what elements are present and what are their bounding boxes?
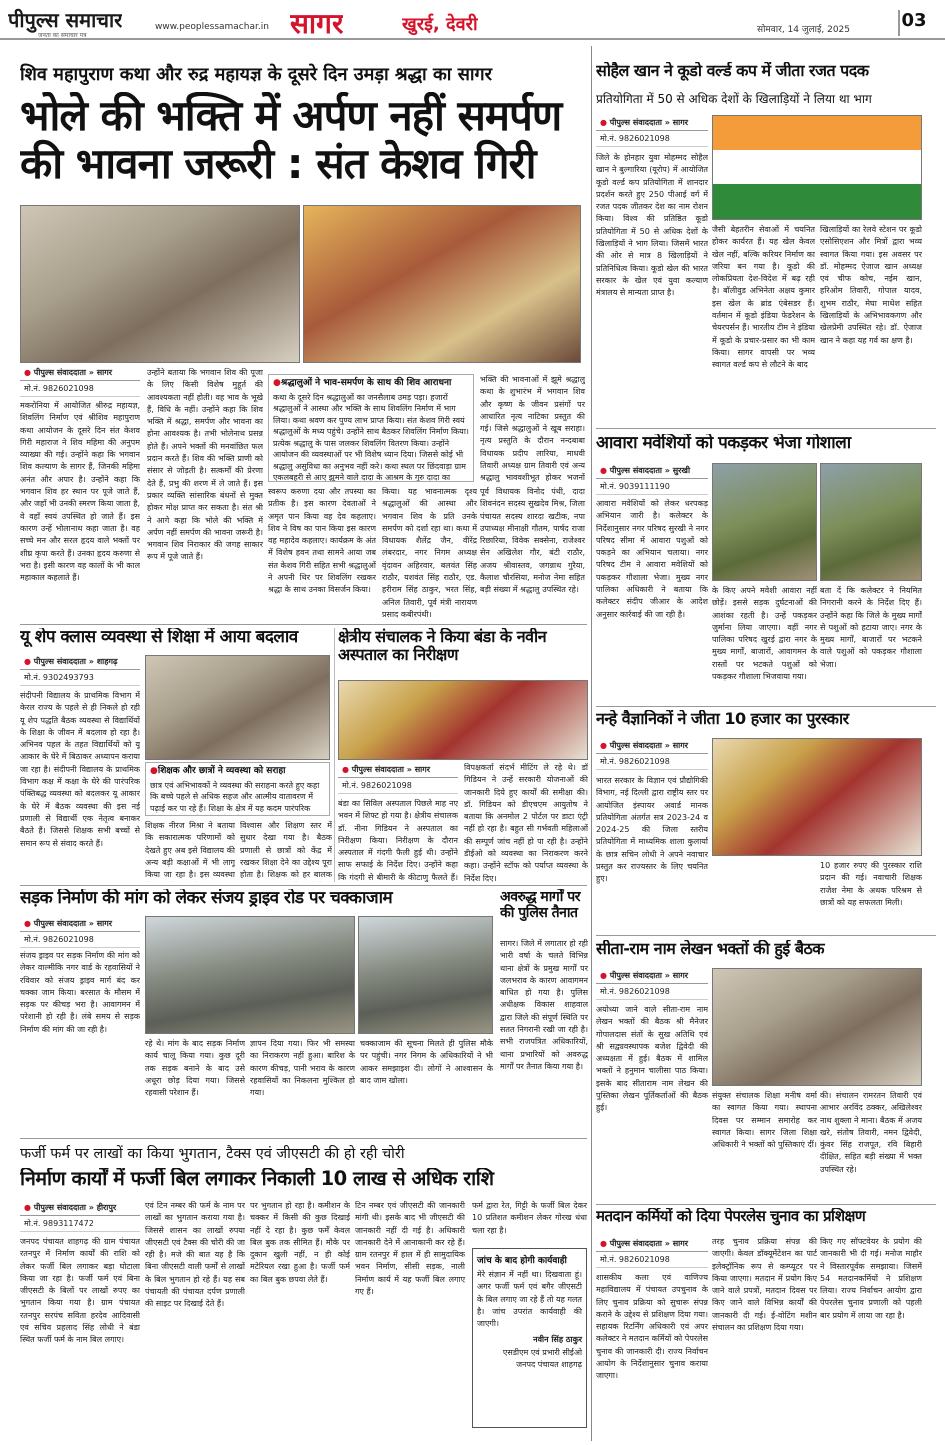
sohail-byline-block xyxy=(596,115,708,147)
lead-col4: किया। यह भावनात्मक दृश्य श्रद्धालुओं की आस्था और भगवान शिव के प्रति उनके समर्पण को दर्शा रहा था। कथा में विधायक शैलेंद्र जैन, वीरेंद्र लंबरदार, नगर निगम अध्यक्ष वृंदावन अहिरवार, बलवंत सिंह राठौर, यशवंत सिंह राठौर, एड. हरीराम सिंह ठाकुर, भरत सिंह, अनिल तिवारी, पूर्व मंत्री नारायण प्रसाद कबीरपंथी। xyxy=(382,487,477,619)
road-side-headline: अवरुद्ध मार्गों पर की पुलिस तैनात xyxy=(500,889,580,922)
lead-headline-line2: की भावना जरूरी : संत केशव गिरी xyxy=(20,139,536,189)
scientists-photo xyxy=(712,738,922,856)
divider xyxy=(20,1138,587,1139)
divider xyxy=(334,628,335,882)
road-photo-left xyxy=(145,916,355,1034)
lead-headline-line1: भोले की भक्ति में अर्पण नहीं समर्पण xyxy=(20,92,562,140)
lead-byline: ● पीपुल्स संवाददाता » सागर xyxy=(20,365,140,381)
fake-col5: फर्म द्वारा रेत, गिट्टी के फर्जी बिल देकर 10 प्रतिशत कमीशन लेकर गोरख धंधा चला रहा है। xyxy=(472,1201,587,1235)
sohail-col3: खिलाड़ियों का रेलवे स्टेशन पर कूडो एसोसिएशन और मित्रों द्वारा भव्य स्वागत किया गया। इस अवसर पर डॉ. मोहम्मद ऐजाज खान अध्यक्ष एवं चीफ कोच, नईम खान, हरिओम तिवारी, गोपाल यादव, शुभम राठौर, मेघा माथेश सहित खिलाड़ियों के अभिभावकगण और खेलप्रेमी उपस्थित रहे। डॉ. ऐजाज खान ने कहा यह गर्व का क्षण है। xyxy=(820,225,922,345)
election-headline: मतदान कर्मियों को दिया पेपरलेस चुनाव का प्रशिक्षण xyxy=(596,1208,866,1225)
sohail-subhead: प्रतियोगिता में 50 से अधिक देशों के खिलाड़ियों ने लिया था भाग xyxy=(596,92,872,106)
road-byline: ● पीपुल्स संवाददाता » सागर xyxy=(20,916,140,932)
hospital-col2: विपक्षकर्ता संदर्भ मीटिंग ले रहे थे। डॉ गिडियन ने उन्हें सरकारी योजनाओं की जानकारी दिये हुए कार्यों की समीक्षा की। डॉ. गिडियन को डीएचएम आयुतोष ने बताया कि अनमोल 2 पोर्टल पर डाटा एंट्री नहीं हो रहा है। बहुत सी गर्भवती महिलाओं की सम्पूर्ण जांच नहीं हो पा रही है। उन्होंने डीईओ को व्यवस्था का निराकरण करने कहा। उन्होंने स्टॉफ को पर्याप्त व्यवस्था के निर्देश दिए। xyxy=(464,763,588,882)
lead-mobile: मो.नं. 9826021098 xyxy=(20,381,140,397)
divider xyxy=(596,1204,936,1205)
cattle-byline-block xyxy=(596,463,708,495)
sitaram-byline-block xyxy=(596,968,708,1000)
election-byline: ● पीपुल्स संवाददाता » सागर xyxy=(596,1236,708,1252)
sohail-mobile: मो.नं. 9826021098 xyxy=(596,131,708,147)
brand-tagline: जनता का समाचार पत्र xyxy=(38,32,87,39)
ushape-col1: संदीपनी विद्यालय के प्राथमिक विभाग में केरल राज्य के पहले से ही निकले हो रही यू शेप पद्धति बैठक व्यवस्था से विद्यार्थियों के शिक्षा के जीवन में बदलाव हो रहा है। अभिनव पहल के तहत विद्यार्थियों को यू आकार के घेरे में बिठाकर अध्यापन कराया जा रहा है। संदीपनी विद्यालय के प्राथमिक विभाग कक्ष में कक्षा के घेरे की पारंपरिक पंक्तिबद्ध व्यवस्था को बदलकर यू आकार के घेरे में बैठक व्यवस्था की इस नई प्रणाली से विद्यार्थी एक नेतृत्व बनाकर बैठते हैं। जिससे शिक्षक सभी बच्चों से समान रूप से संवाद करते हैं। xyxy=(20,691,140,848)
divider xyxy=(596,935,936,936)
ushape-photo xyxy=(145,655,330,760)
edition-city: सागर xyxy=(290,7,344,40)
ushape-caption-text: छात्र एवं अभिभावकों ने व्यवस्था की सराहना करते हुए कहा कि बच्चे पहले से अधिक सहज और आत्मीय वातावरण में पढ़ाई कर पा रहे हैं। शिक्षा के क्षेत्र में यह कदम पारंपरिक xyxy=(150,780,320,813)
lead-caption-title: ● श्रद्धालुओं ने भाव-समर्पण के साथ की शिव आराधना xyxy=(273,378,469,390)
lead-caption-text: कथा के दूसरे दिन श्रद्धालुओं का जनसैलाब उमड़ पड़ा। हजारों श्रद्धालुओं ने आस्था और भक्ति के साथ शिवलिंग निर्माण में भाग लिया। कथा श्रवण कर पुण्य लाभ प्राप्त किया। संत केशव गिरी स्वयं श्रद्धालुओं के मध्य पहुंचे। उन्होंने साथ बैठकर शिवलिंग निर्माण किया। प्रत्येक श्रद्धालु के पास जलकर शिवलिंग वितरण किया। उन्होंने आयोजन की व्यवस्थाओं पर भी विशेष ध्यान दिया। जिससे कोई भी श्रद्धालु असुविधा का अनुभव नहीं करे। कथा स्थल पर छिंदवाड़ा ग्राम एकलबहरी से आए झूमने वाले दादा के आश्रम के गुरु दादा का xyxy=(273,392,469,482)
hospital-byline-block xyxy=(338,762,458,794)
hospital-photo xyxy=(338,680,588,760)
fake-col1: जनपद पंचायत शाहगढ़ की ग्राम पंचायत रतनपुर में निर्माण कार्यों की राशि को लेकर फर्जी बिल लगाकर बड़ा घोटाला किया जा रहा है। फर्जी फर्म एवं बिना जीएसटी के बिलों पर लाखों रुपए का भुगतान किया गया है। ग्राम पंचायत रतनपुर सरपंच सविता हरदेव आदिवासी एवं सचिव प्रहलाद सिंह लोधी ने बंडा स्थित फर्जी फर्म के नाम बिल लगाए। xyxy=(20,1237,140,1345)
road-col4: चक्काजाम की सूचना मिलते ही पुलिस मौके पर पहुंची। नगर निगम के अधिकारियों ने भी आकर समझाइश दी। लोगों ने आश्वासन के बाद जाम खोला। xyxy=(360,1039,493,1085)
sitaram-col1: अयोध्या जाने वाले सीता-राम नाम लेखन भक्तों की बैठक श्री मैनेजर गोपालदास संतों के सुख अतिथि एवं श्री सद्व्यवस्थापक बजेश द्विवेदी की अध्यक्षता में हुई। बैठक में शामिल भक्तों ने हनुमान चालीसा पाठ किया। इसके बाद सीताराम नाम लेखन की पुस्तिका लेखन पूर्तिकर्ताओं की बैठक हुई। xyxy=(596,1005,708,1113)
divider xyxy=(20,624,587,625)
lead-col1: मकरोनिया में आयोजित श्रीरुद्र महायज्ञ, शिवलिंग निर्माण एवं श्रीशिव महापुराण कथा आयोजन के दूसरे दिन संत केशव गिरी महाराज ने शिव महिमा की अनुपम व्याख्या की गई। उन्होंने कहा कि भगवान शिव कल्याण के सागर हैं, जिनकी महिमा अनंत और अपार है। उन्होंने कहा कि भगवान शिव हर स्थान पर पूजे जाते हैं, और जहाँ भी उनकी स्मरण किया जाता है, वे वहाँ स्वयं उपस्थित हो जाते हैं। इस कारण उन्हें भोलानाथ कहा जाता है। वह सच्चे मन और सरल हृदय वाले भक्तों पर शीघ्र कृपा करते हैं। उनका हृदय करुणा से भरा है। इसी कारण वह कालों के भी काल महाकाल कहलाते हैं। xyxy=(20,401,140,583)
hospital-mobile: मो.नं. 9826021098 xyxy=(338,778,458,794)
ushape-mobile: मो.नं. 9302493793 xyxy=(20,670,140,686)
road-col5: सागर। जिले में लगातार हो रही भारी वर्षा के चलते विभिन्न थाना क्षेत्रों के प्रमुख मार्गों पर जलभराव के कारण आवागमन बाधित हो गया है। पुलिस अधीक्षक विकास शाहवाल द्वारा जिले की संपूर्ण स्थिति पर सतत निगरानी रखी जा रही है। सभी राजपत्रित अधिकारियों, थाना प्रभारियों को अवरुद्ध मार्गों पर तैनात किया गया है। xyxy=(500,939,588,1071)
lead-photo-caption xyxy=(268,374,474,482)
brand-logo xyxy=(8,6,122,39)
brand-name: पीपुल्स समाचार xyxy=(8,8,123,32)
fake-byline: ● पीपुल्स संवाददाता » हीरापुर xyxy=(20,1200,140,1216)
fake-box-text: मेरे संज्ञान में नहीं था। दिखवाता हूं। अगर फर्जी फर्म एवं बगैर जीएसटी के बिल लगाए जा रहे हैं तो यह गलत है। जांच उपरांत कार्यवाही की जाएगी। xyxy=(477,1270,582,1329)
fake-col3: पर भुगतान हो रहा है। कमीशन के चक्कर में किसी की कुछ दिखाई नहीं दे रहा है। कुछ फर्में केवल बिल बुक तक सीमित हैं। मौके पर दुकान खुली नहीं, न ही कोई मटेरियल रखा हुआ है। फर्जी फर्म का बिल बुक छपवा लेते हैं। xyxy=(250,1201,350,1284)
edition-subcities: खुरई, देवरी xyxy=(402,14,478,35)
sitaram-mobile: मो.नं. 9826021098 xyxy=(596,984,708,1000)
lead-col6: पूर्व विधायक विनोद पंथी, दादा शिवनंदन सदस्य सुखदेव मिश्र, जिला पंचायत सदस्य शारदा खटीक, नपा उपाध्यक्ष मीनाक्षी गौतम, पार्षद राजा रिछारिया, विवेक सक्सेना, राजेश्वर सेन अखिलेश गौर, बंटी राठौर, अजय श्रीवास्तव, जगन्नाथ गुरैया, कैलाश चौरसिया, मनोज नेमा सहित बड़ी संख्या में श्रद्धालु उपस्थित रहे। xyxy=(480,487,585,595)
ushape-headline: यू शेप क्लास व्यवस्था से शिक्षा में आया बदलाव xyxy=(20,628,298,647)
lead-photo-left xyxy=(20,205,300,363)
sitaram-col3: की। संचालन रामरतन तिवारी एवं आभार अरविंद ठक्कर, अखिलेश्वर नाथ शुक्ला ने माना। बैठक में अजय खरे, संतोष तिवारी, नमन द्विवेदी, कुंवर सिंह राजपूत, रवि बिहारी दीक्षित, सहित बड़ी संख्या में भक्त उपस्थित रहे। xyxy=(820,1091,922,1174)
cattle-photo-left xyxy=(712,463,817,581)
election-mobile: मो.नं. 9826021098 xyxy=(596,1252,708,1268)
ushape-byline-block xyxy=(20,654,140,686)
ushape-col2: विश्वास और शिक्षण स्तर में सुधार देखा गया है। बैठक प्रणाली से छात्रों को केंद्र में रखकर शिक्षा देने का उद्देश्य पूरा होता है। शिक्षक को हर बालक xyxy=(240,821,332,880)
fake-kicker: फर्जी फर्म पर लाखों का किया भुगतान, टैक्स एवं जीएसटी की हो रही चोरी xyxy=(20,1146,405,1162)
divider xyxy=(20,885,587,886)
road-photo-right xyxy=(358,916,493,1034)
scientists-headline: नन्हे वैज्ञानिकों ने जीता 10 हजार का पुरस्कार xyxy=(596,710,849,728)
lead-kicker: शिव महापुराण कथा और रुद्र महायज्ञ के दूसरे दिन उमड़ा श्रद्धा का सागर xyxy=(20,64,493,85)
cattle-mobile: मो.नं. 9039111190 xyxy=(596,479,708,495)
ushape-byline: ● पीपुल्स संवाददाता » शाहगढ़ xyxy=(20,654,140,670)
lead-byline-block xyxy=(20,365,140,397)
lead-col3: स्वरूप करुणा दया और तपस्या का प्रतीक है। इस कारण देवताओं ने अमृत पान किया वह देव कहलाए। शिव ने विष का पान किया इस कारण वह महादेव कहलाए। कार्यक्रम के अंत में विशेष हवन तथा सामने आया जब संत केशव गिरी सहित सभी श्रद्धालुओं ने अपनी थिर पर शिवलिंग रखकर श्रद्धा के साथ उनका विसर्जन किया। xyxy=(268,487,376,595)
scientists-byline-block xyxy=(596,738,708,770)
cattle-col2: के किए अपने मवेशी आवारा नहीं छोड़ें। इससे सड़क दुर्घटनाओं की आशंका रहती है। उन्हें पकड़कर जुर्माना लिया जाएगा। वहीं नगर पालिका परिषद खुरई द्वारा नगर के मुख्य मार्गों, बाजारों, आवागमन के रास्तों पर भटकते पशुओं को पकड़कर गौशाला भिजवाया गया। xyxy=(712,586,817,682)
sitaram-photo xyxy=(712,968,922,1086)
fake-box-title: जांच के बाद होगी कार्यवाही xyxy=(477,1256,567,1266)
sohail-byline: ● पीपुल्स संवाददाता » सागर xyxy=(596,115,708,131)
lead-col5: भक्ति की भावनाओं में झूमे श्रद्धालु कथा के शुभारंभ में भगवान शिव और कृष्ण के जीवन प्रसंगों पर आधारित नृत्य नाटिका प्रस्तुत की गई। जिसे श्रद्धालुओं ने खूब सराहा। नृत्य प्रस्तुति के दौरान नन्दबाबा विधायक प्रदीप लारिया, माधवी तिवारी अध्यक्ष ग्राम तिवारी एवं अन्य श्रद्धालु भाववशीभूत होकर भजनों xyxy=(480,375,585,483)
road-col3: ज्ञापन दिया गया। फिर भी समस्या का निराकरण नहीं हुआ। बारिश के कारण कीचड़, पानी भराव के कारण रहवासियों का निकलना मुश्किल हो गया। xyxy=(250,1039,355,1098)
fake-box-sign1: नवीन सिंह ठाकुर xyxy=(533,1335,582,1345)
fake-col4: टिन नम्बर एवं जीएसटी की जानकारी मांगी थी। इसके बाद भी जीएसटी की जानकारी नहीं दी गई है। अधिकारी जानकारी देने में आनाकानी कर रहे हैं। ग्राम रतनपुर में हाल में ही सामुदायिक भवन निर्माण, सीसी सड़क, नाली निर्माण कार्य में यह फर्जी बिल लगाए गए हैं। xyxy=(355,1201,465,1297)
election-col2: तरह चुनाव प्रक्रिया संपन्न की जाएगी। केवल डॉक्यूमेंटेशन का पार्ट इलेक्ट्रॉनिक रूप से कम्प्यूटर पर किया जाएगा। मतदान में प्रयोग किए जाने वाले प्रपत्रों, मतदान दिवस पर किए जाने वाले विभिन्न कार्यों की जानकारी दी गई। ई-वोटिंग मशीन संचालन का प्रशिक्षण दिया गया। xyxy=(712,1237,817,1333)
fake-quote-box xyxy=(472,1248,587,1428)
cattle-byline: ● पीपुल्स संवाददाता » सुरखी xyxy=(596,463,708,479)
road-headline: सड़क निर्माण की मांग को लेकर संजय ड्राइव रोड पर चक्काजाम xyxy=(20,889,393,908)
ushape-col3: शिक्षक नीरज मिश्रा ने बताया कि सकारात्मक परिणामों को देखते हुए अब इसे विद्यालय की अन्य बड़ी कक्षाओं में भी लागू किया जा रहा है। इस व्यवस्था xyxy=(145,821,235,880)
cattle-col1: आवारा मवेशियों को लेकर धरपकड़ अभियान जारी है। कलेक्टर के निर्देशानुसार नगर परिषद सुरखी ने नगर परिषद सीमा में आवारा पशुओं को पकड़ने का अभियान चलाया। नगर परिषद टीम ने आवारा मवेशियों को पकड़कर गौशाला भेजा। मुख्य नगर पालिका अधिकारी ने बताया कि कलेक्टर संदीप जीआर के आदेश अनुसार कार्रवाई की जा रही है। xyxy=(596,499,708,619)
cattle-col3: बता दें कि कलेक्टर ने नियमित निगरानी करने के निर्देश दिए हैं। उन्होंने कहा कि जिले के मुख्य मार्गों से पशुओं को हटाया जाए। नगर के मुख्य मार्गों, बाजारों पर भटकने वाले पशुओं को पकड़कर गौशाला भेजा। xyxy=(820,586,922,669)
ushape-caption-title: ● शिक्षक और छात्रों ने व्यवस्था को सराहा xyxy=(150,766,325,778)
divider xyxy=(591,46,592,1441)
masthead xyxy=(0,0,945,40)
lead-col2: उन्होंने बताया कि भगवान शिव की पूजा के लिए किसी विशेष मुहूर्त की आवश्यकता नहीं होती। वह भाव के भूखे हैं, विधि के नहीं। उन्होंने कहा कि शिव भक्ति में श्रद्धा, समर्पण और भावना का होना आवश्यक है। तभी भोलेनाथ प्रसन्न होते हैं। अपने भक्तों की मनवांछित फल प्रदान करते हैं। शिव की भक्ति प्राणी को संसार से जोड़ती है। सत्कर्मों की प्रेरणा देते हैं, प्रभु की शरण में ले जाते हैं। इस प्रकार व्यक्ति सांसारिक बंधनों से मुक्त होकर मोक्ष प्राप्त कर सकता है। संत श्री ने आगे कहा कि भोले की भक्ति में अर्पण नहीं समर्पण की भावना जरूरी है। भगवान शिव निराकार की जगह साकार रूप में पूजे जाते हैं। xyxy=(147,368,263,562)
divider xyxy=(596,428,936,429)
fake-byline-block xyxy=(20,1200,140,1232)
scientists-col2: 10 हजार रुपए की पुरस्कार राशि प्रदान की गई। नवाचारी शिक्षक राजेश नेमा के अथक परिश्रम से छात्रों को यह सफलता मिली। xyxy=(820,861,922,907)
fake-box-sign2: एसडीएम एवं प्रभारी सीईओ xyxy=(502,1347,582,1357)
election-byline-block xyxy=(596,1236,708,1268)
election-col3: किए गए सॉफ्टवेयर के प्रयोग की जानकारी भी दी गई। मनोज माहौर ने विस्तारपूर्वक समझाया। जिसमें 54 मतदानकर्मियों ने प्रशिक्षण लिया। राज्य निर्वाचन आयोग द्वारा पेपरलेस चुनाव प्रणाली को पहली बार प्रयोग में लाया जा रहा है। xyxy=(820,1237,922,1320)
sohail-col1: जिले के होनहार युवा मोहम्मद सोहैल खान ने बुल्गारिया (यूरोप) में आयोजित कूडो वर्ल्ड कप प्रतियोगिता में शानदार प्रदर्शन करते हुए 250 पीआई वर्ग में रजत पदक जीतकर देश का नाम रोशन किया। विश्व की प्रतिष्ठित कूडो प्रतियोगिता में 50 से अधिक देशों के खिलाड़ियों ने भाग लिया। जिसमें भारत की ओर से मात्र 8 खिलाड़ियों ने प्रतिनिधित्व किया। कूडो खेल की भारत सरकार के खेल एवं युवा कल्याण मंत्रालय से मान्यता प्राप्त है। xyxy=(596,153,708,298)
divider xyxy=(596,706,936,707)
scientists-mobile: मो.नं. 9826021098 xyxy=(596,754,708,770)
sohail-photo xyxy=(712,115,922,220)
sohail-col2: जैसी बेहतरीन सेवाओं में चयनित होकर कार्यरत हैं। यह खेल केवल खेल नहीं, बल्कि करियर निर्माण का जरिया बन गया है। कूडो की लोकप्रियता देश-विदेश में बढ़ रही है। बॉलीवुड अभिनेता अक्षय कुमार इस खेल के ब्रांड एंबेसडर हैं। वर्तमान में कूडो इंडिया फेडरेशन के चेयरपर्सन हैं। भारतीय टीम ने इंडिया में कूडो के प्रचार-प्रसार का भी काम किया। सागर वापसी पर भव्य स्वागत वर्ल्ड कप से लौटने के बाद xyxy=(712,225,815,370)
cattle-headline: आवारा मवेशियों को पकड़कर भेजा गोशाला xyxy=(596,434,851,453)
road-byline-block xyxy=(20,916,140,948)
hospital-col1: बंडा का सिविल अस्पताल पिछले माह नए भवन में शिफ्ट हो गया है। क्षेत्रीय संचालक डॉ. नीना गिडियन ने अस्पताल का निरीक्षण किया। निरीक्षण के दौरान अस्पताल में गंदगी फैली हुई थी। उन्होंने साफ सफाई के निर्देश दिए। उन्होंने कहा कि गंदगी से बीमारी के कीटाणु फैलते हैं। xyxy=(338,799,458,882)
sitaram-headline: सीता-राम नाम लेखन भक्तों की हुई बैठक xyxy=(596,940,825,958)
road-mobile: मो.नं. 9826021098 xyxy=(20,932,140,948)
page-number: 03 xyxy=(898,10,928,36)
fake-col2: एवं टिन नम्बर की फर्म के नाम पर लाखों का भुगतान कराया गया है। जिससे शासन का लाखों रुपया जीएसटी एवं टैक्स की चोरी की जा रही है। मजे की बात यह है कि बिना जीएसटी वाली फर्मों से लाखों के बिल भुगतान हो रहे हैं। यह सब पंचायती की पंचायत दर्पण प्रणाली की साइट पर दिखाई देते हैं। xyxy=(145,1201,245,1309)
fake-headline: निर्माण कार्यों में फर्जी बिल लगाकर निकाली 10 लाख से अधिक राशि xyxy=(20,1168,494,1190)
lead-photo-right xyxy=(303,205,581,363)
fake-box-sign3: जनपद पंचायत शाहगढ़ xyxy=(516,1360,582,1370)
cattle-photo-right xyxy=(820,463,922,581)
website-url: www.peoplessamachar.in xyxy=(155,22,269,32)
scientists-byline: ● पीपुल्स संवाददाता » सागर xyxy=(596,738,708,754)
dateline: सोमवार, 14 जुलाई, 2025 xyxy=(757,25,851,35)
sitaram-byline: ● पीपुल्स संवाददाता » सागर xyxy=(596,968,708,984)
hospital-headline: क्षेत्रीय संचालक ने किया बंडा के नवीन अस्पताल का निरीक्षण xyxy=(338,628,547,665)
sitaram-col2: संयुक्त संचालक शिक्षा मनीष वर्मा का स्वागत किया गया। स्थापना दिवस पर सम्मान समारोह कर स्वागत किया। सागर जिला शिक्षा अधिकारी ने भक्तों को पुस्तिकाएं दीं। xyxy=(712,1091,817,1150)
lead-headline xyxy=(20,92,595,202)
road-col2: रहे थे। मांग के बाद सड़क निर्माण कार्य चालू किया गया। कुछ दूरी तक सड़क बनाने के बाद उसे अधूरा छोड़ दिया गया। जिससे रहवासी परेशान हैं। xyxy=(145,1039,245,1098)
scientists-col1: भारत सरकार के विज्ञान एवं प्रौद्योगिकी विभाग, नई दिल्ली द्वारा राष्ट्रीय स्तर पर आयोजित इंस्पायर अवार्ड मानक प्रतियोगिता अंतर्गत सत्र 2023-24 व 2024-25 की जिला स्तरीय प्रतियोगिता में माध्यमिक शाला कुलार्या के छात्र सचिन लोधी ने अपने नवाचार प्रस्तुत कर राज्यस्तर के लिए चयनित हुए। xyxy=(596,776,708,884)
road-col1: संजय ड्राइव पर सड़क निर्माण की मांग को लेकर वाल्मीकि नगर वार्ड के रहवासियों ने रविवार को संजय ड्राइव मार्ग बंद कर चक्का जाम किया। बरसात के मौसम में सड़क पर कीचड़ भरा है। आवागमन में परेशानी हो रही है। लंबे समय से सड़क निर्माण की मांग की जा रही है। xyxy=(20,951,140,1034)
fake-mobile: मो.नं. 9893117472 xyxy=(20,1216,140,1232)
sohail-headline: सोहैल खान ने कूडो वर्ल्ड कप में जीता रजत पदक xyxy=(596,62,869,80)
hospital-byline: ● पीपुल्स संवाददाता » सागर xyxy=(338,762,458,778)
election-col1: शासकीय कला एवं वाणिज्य महाविद्यालय में पंचायत उपचुनाव के लिए चुनाव प्रक्रिया को सुचारू संपन्न कराने के उद्देश्य से प्रशिक्षण दिया गया। सहायक रिटर्निंग अधिकारी एवं अपर कलेक्टर ने मतदान कर्मियों को पेपरलेस चुनाव की जानकारी दी। राज्य निर्वाचन आयोग के निर्देशानुसार चुनाव कराया जाएगा। xyxy=(596,1273,708,1381)
ushape-caption xyxy=(145,762,330,816)
